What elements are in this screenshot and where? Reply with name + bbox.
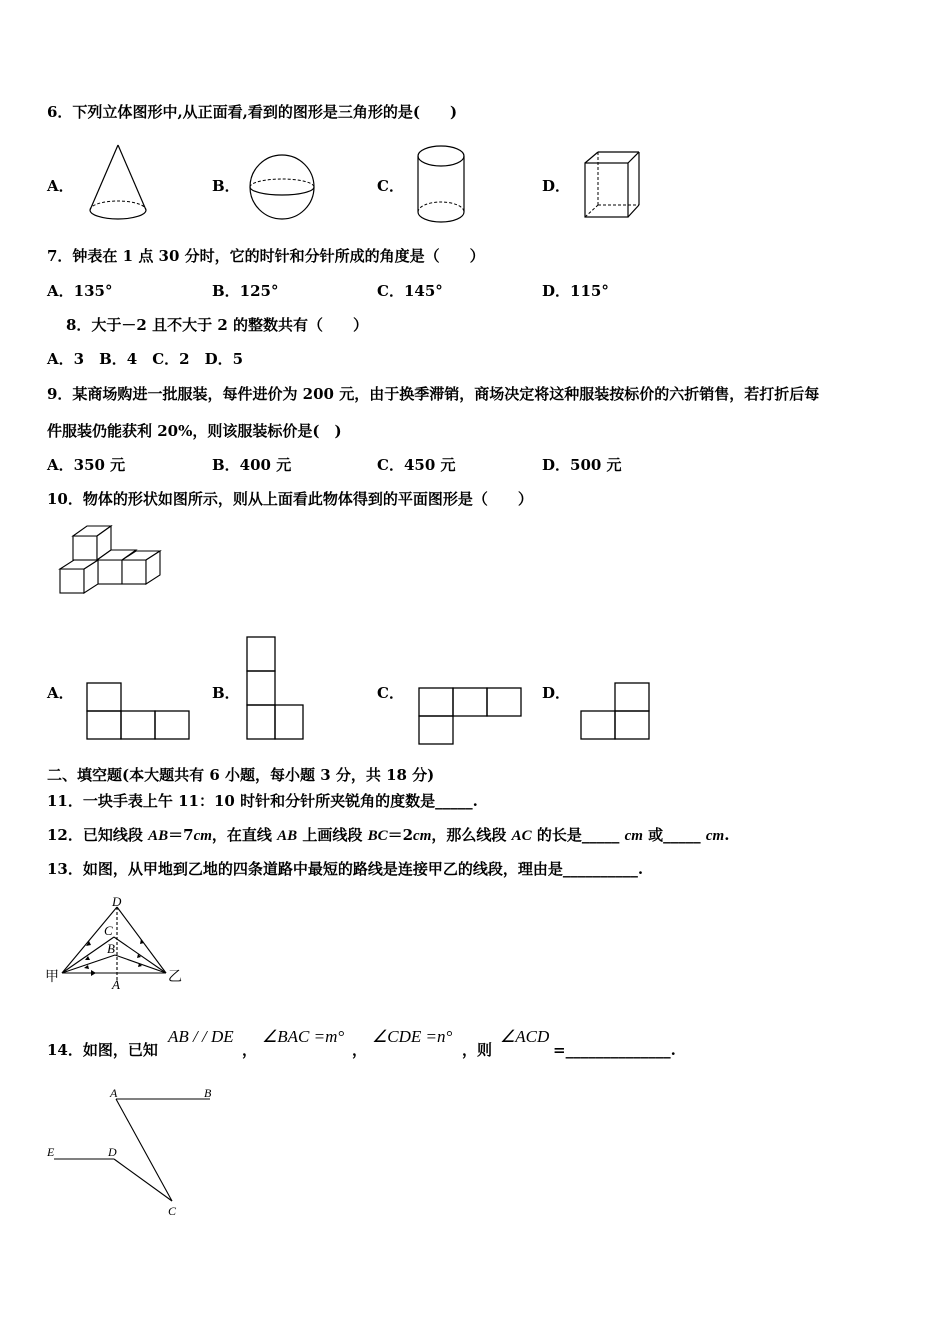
top-view-d-figure <box>577 680 653 744</box>
q10-option-b-label: B． <box>212 684 240 702</box>
sphere-figure <box>247 152 319 224</box>
q10-option-a-label: A． <box>47 684 74 702</box>
q7-stem: 7．钟表在 1 点 30 分时，它的时针和分针所成的角度是（ ） <box>47 247 485 265</box>
top-view-c-figure <box>416 685 526 747</box>
q14-then: ，则 <box>462 1041 493 1059</box>
q9-stem-line2: 件服装仍能获利 20%，则该服装标价是( ) <box>47 422 342 440</box>
point-c-label: C <box>104 923 113 938</box>
top-view-a-figure <box>84 680 192 744</box>
section2-title: 二、填空题(本大题共有 6 小题，每小题 3 分，共 18 分) <box>47 766 435 784</box>
point-b-label: B <box>107 941 115 956</box>
q14-sep1: ， <box>242 1041 258 1059</box>
q6-stem: 6．下列立体图形中,从正面看,看到的图形是三角形的是( ) <box>47 103 458 121</box>
cone-figure <box>84 140 154 226</box>
q9-option-d: D．500 元 <box>542 456 622 474</box>
q11-stem: 11．一块手表上午 11：10 时针和分针所夹锐角的度数是_____. <box>47 792 478 810</box>
route-figure <box>44 893 184 993</box>
q13-stem: 13．如图，从甲地到乙地的四条道路中最短的路线是连接甲乙的线段，理由是__________. <box>47 860 644 878</box>
point-d: D <box>108 1145 117 1159</box>
q14-prefix: 14．如图，已知 <box>47 1041 158 1059</box>
q14-sep2: ， <box>352 1041 368 1059</box>
q7-option-d: D．115° <box>542 282 609 300</box>
q14-cond-bac: ∠BAC =m° <box>262 1027 345 1046</box>
q9-option-a: A．350 元 <box>47 456 126 474</box>
q6-option-c-label: C． <box>377 177 404 195</box>
q6-option-d-label: D． <box>542 177 571 195</box>
q7-option-a: A．135° <box>47 282 113 300</box>
point-c: C <box>168 1204 177 1218</box>
cuboid-figure <box>580 148 644 222</box>
q7-option-b: B．125° <box>212 282 279 300</box>
point-a-label: A <box>112 977 120 992</box>
q6-option-b-label: B． <box>212 177 240 195</box>
q14-cond-cde: ∠CDE =n° <box>372 1027 453 1046</box>
q14-cond-parallel: AB / / DE <box>168 1027 234 1046</box>
point-a: A <box>110 1086 118 1100</box>
q12-stem: 12．已知线段 AB＝7cm，在直线 AB 上画线段 BC＝2cm，那么线段 AC 的长是_____ cm 或_____ cm. <box>47 826 730 844</box>
q9-option-c: C．450 元 <box>377 456 456 474</box>
point-e: E <box>47 1145 55 1159</box>
q6-option-a-label: A． <box>47 177 74 195</box>
q14-blank: =______________. <box>553 1041 676 1059</box>
jia-label: 甲 <box>45 970 59 985</box>
angle-figure <box>44 1083 224 1223</box>
cube-stack-figure <box>56 521 166 599</box>
q10-option-d-label: D． <box>542 684 571 702</box>
point-b: B <box>204 1086 212 1100</box>
yi-label: 乙 <box>168 970 182 985</box>
q10-option-c-label: C． <box>377 684 404 702</box>
q8-stem: 8．大于－2 且不大于 2 的整数共有（ ） <box>66 316 368 334</box>
top-view-b-figure <box>244 634 308 744</box>
q10-stem: 10．物体的形状如图所示，则从上面看此物体得到的平面图形是（ ） <box>47 490 533 508</box>
q7-option-c: C．145° <box>377 282 443 300</box>
point-d-label: D <box>112 894 122 909</box>
cylinder-figure <box>414 142 470 228</box>
q9-stem-line1: 9．某商场购进一批服装，每件进价为 200 元，由于换季滞销，商场决定将这种服装按标价的六折销售，若打折后每 <box>47 385 820 403</box>
q8-options: A．3 B．4 C．2 D．5 <box>47 350 244 368</box>
q9-option-b: B．400 元 <box>212 456 292 474</box>
q14-target: ∠ACD <box>500 1027 550 1046</box>
